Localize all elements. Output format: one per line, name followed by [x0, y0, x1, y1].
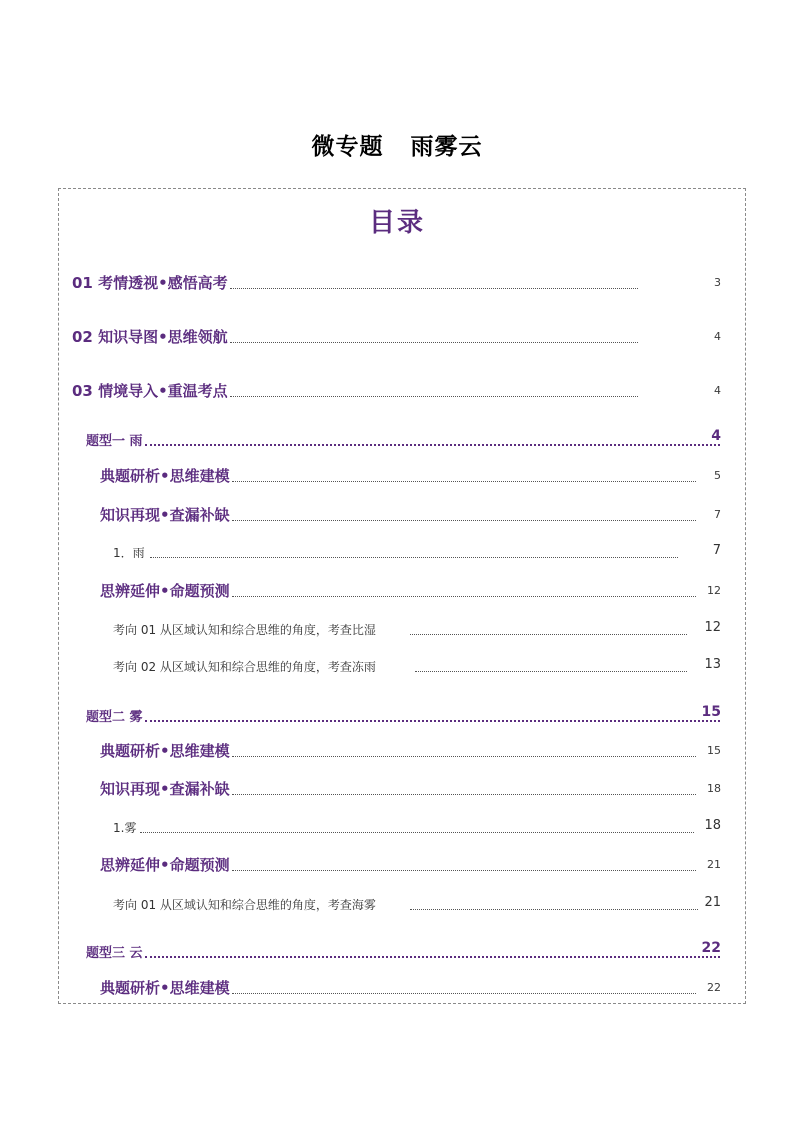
toc-entry-page: 4 — [714, 384, 721, 397]
toc-entry-label: 思辨延伸•命题预测 — [100, 856, 230, 874]
toc-entry-page: 18 — [707, 782, 721, 795]
toc-leader — [145, 720, 720, 722]
toc-entry-page: 15 — [701, 704, 721, 720]
toc-entry[interactable] — [0, 326, 794, 348]
toc-entry[interactable] — [0, 893, 794, 915]
toc-entry-page: 4 — [711, 428, 721, 444]
toc-entry-label: 思辨延伸•命题预测 — [100, 582, 230, 600]
toc-entry-page: 22 — [707, 981, 721, 994]
toc-entry[interactable] — [0, 580, 794, 602]
toc-leader — [230, 288, 638, 289]
toc-entry-label: 03 情境导入•重温考点 — [72, 382, 228, 400]
toc-entry-page: 12 — [704, 620, 721, 635]
toc-entry-label: 1．雨 — [113, 546, 145, 560]
toc-entry-label: 典题研析•思维建模 — [100, 979, 230, 997]
toc-entry[interactable] — [0, 618, 794, 640]
toc-entry-page: 3 — [714, 276, 721, 289]
toc-entry[interactable] — [0, 816, 794, 838]
toc-entry[interactable] — [0, 655, 794, 677]
toc-leader — [232, 596, 696, 597]
toc-leader — [410, 909, 698, 910]
toc-entry-page: 18 — [704, 818, 721, 833]
toc-entry-label: 典题研析•思维建模 — [100, 467, 230, 485]
toc-leader — [232, 794, 696, 795]
toc-leader — [410, 634, 687, 635]
toc-entry[interactable] — [0, 504, 794, 526]
toc-leader — [145, 956, 720, 958]
toc-entry-page: 12 — [707, 584, 721, 597]
toc-leader — [232, 756, 696, 757]
toc-leader — [232, 870, 696, 871]
toc-entry-label: 知识再现•查漏补缺 — [100, 506, 230, 524]
toc-entry-page: 22 — [701, 940, 721, 956]
toc-leader — [232, 481, 696, 482]
toc-leader — [145, 444, 720, 446]
toc-entry-label: 考向 01 从区域认知和综合思维的角度，考查比湿 — [113, 623, 376, 637]
toc-entry[interactable] — [0, 704, 794, 726]
toc-leader — [230, 342, 638, 343]
toc-entry-label: 1.雾 — [113, 821, 137, 835]
document-title: 微专题 雨雾云 — [311, 134, 483, 160]
toc-entry[interactable] — [0, 428, 794, 450]
toc-leader — [230, 396, 638, 397]
toc-entry[interactable] — [0, 854, 794, 876]
toc-entry-label: 考向 02 从区域认知和综合思维的角度，考查冻雨 — [113, 660, 376, 674]
toc-heading: 目录 — [368, 208, 425, 238]
toc-entry-label: 题型二 雾 — [86, 710, 143, 725]
toc-entry-page: 13 — [704, 657, 721, 672]
toc-leader — [140, 832, 694, 833]
toc-entry-label: 题型一 雨 — [86, 434, 143, 449]
toc-entry[interactable] — [0, 778, 794, 800]
toc-entry-page: 5 — [714, 469, 721, 482]
toc-entry-page: 21 — [707, 858, 721, 871]
toc-entry-page: 7 — [712, 543, 721, 558]
toc-entry[interactable] — [0, 380, 794, 402]
toc-leader — [150, 557, 678, 558]
toc-entry[interactable] — [0, 541, 794, 563]
toc-leader — [232, 520, 696, 521]
toc-entry-label: 典题研析•思维建模 — [100, 742, 230, 760]
toc-entry[interactable] — [0, 740, 794, 762]
toc-entry[interactable] — [0, 272, 794, 294]
toc-entry-label: 考向 01 从区域认知和综合思维的角度，考查海雾 — [113, 898, 376, 912]
toc-entry[interactable] — [0, 465, 794, 487]
toc-leader — [415, 671, 687, 672]
toc-entry[interactable] — [0, 977, 794, 999]
toc-entry-label: 02 知识导图•思维领航 — [72, 328, 228, 346]
toc-entry-page: 21 — [704, 895, 721, 910]
toc-entry-page: 4 — [714, 330, 721, 343]
toc-entry[interactable] — [0, 940, 794, 962]
toc-leader — [232, 993, 696, 994]
toc-entry-label: 题型三 云 — [86, 946, 143, 961]
toc-entry-label: 知识再现•查漏补缺 — [100, 780, 230, 798]
toc-entry-page: 15 — [707, 744, 721, 757]
toc-entry-page: 7 — [714, 508, 721, 521]
toc-entry-label: 01 考情透视•感悟高考 — [72, 274, 228, 292]
